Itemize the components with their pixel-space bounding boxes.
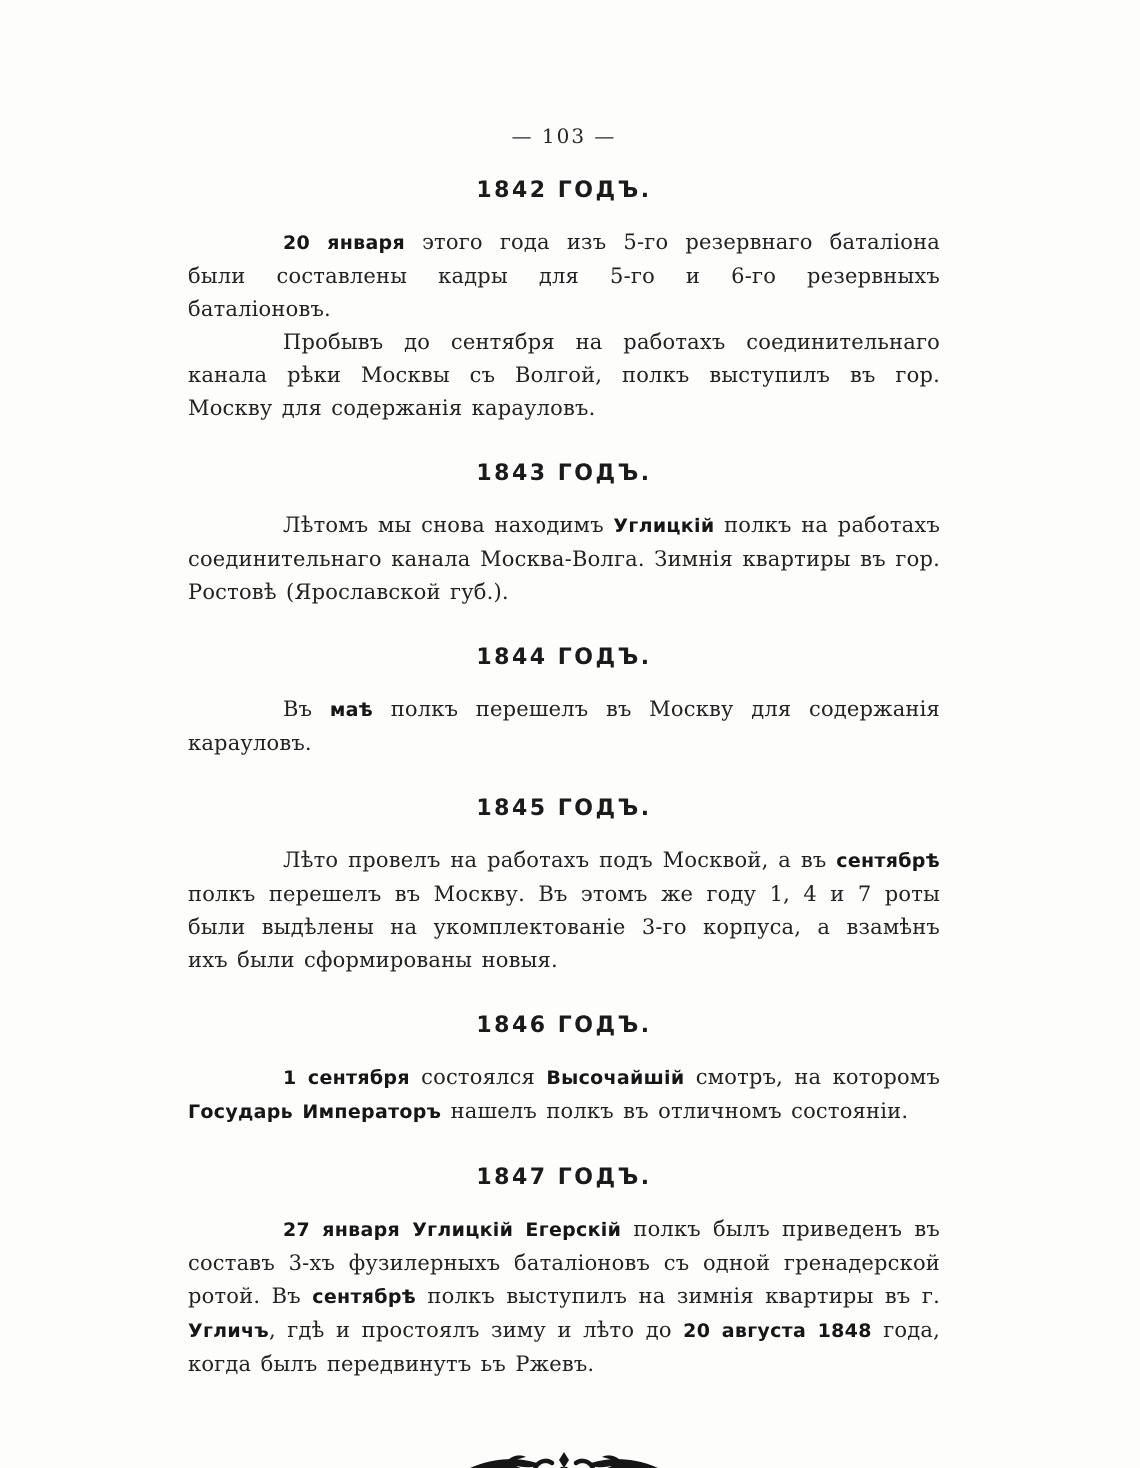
text-run: полкъ перешелъ въ Москву. Въ этомъ же году 1, 4 и 7 роты были выдѣлены на укомплектованіе 3-го корпуса, а взамѣнъ ихъ были сформированы новыя.	[188, 882, 940, 972]
emphasis-text-run: сентябрѣ	[312, 1286, 417, 1308]
floral-flourish-icon	[466, 1449, 662, 1468]
text-run: полкъ на работахъ соединительнаго канала Москва-Волга. Зимнія квартиры въ гор. Ростовѣ (Ярославской губ.).	[188, 513, 941, 604]
text-run: нашелъ полкъ въ отличномъ состояніи.	[441, 1099, 909, 1123]
text-run: полкъ выступилъ на зимнія квартиры въ г.	[416, 1284, 940, 1308]
divider-ornament	[188, 1449, 940, 1468]
emphasis-text-run: 20 января	[283, 232, 405, 254]
text-run: полкъ былъ приведенъ въ составъ 3-хъ фузилерныхъ баталіоновъ съ одной гренадерской ротой. Въ	[188, 1217, 940, 1308]
year-heading: 1844 ГОДЪ.	[476, 645, 652, 670]
text-run: Пробывъ до сентября на работахъ соединительнаго канала рѣки Москвы съ Волгой, полкъ выступилъ въ гор. Москву для содержанія карауловъ.	[188, 330, 940, 420]
paragraph	[188, 326, 940, 425]
text-run: года, когда былъ передвинутъ ьъ Ржевъ.	[188, 1318, 940, 1376]
text-run: , гдѣ и простоялъ зиму и лѣто до	[268, 1318, 684, 1342]
text-run: Лѣтомъ мы снова находимъ	[283, 513, 614, 537]
text-run: состоялся	[409, 1065, 547, 1089]
emphasis-text-run: 20 августа 1848	[683, 1320, 872, 1342]
paragraph	[188, 226, 940, 326]
page-number-text: — 103 —	[511, 124, 617, 148]
text-run: полкъ перешелъ въ Москву для содержанія карауловъ.	[188, 697, 940, 755]
emphasis-text-run: маѣ	[329, 699, 374, 721]
year-heading: 1847 ГОДЪ.	[476, 1165, 652, 1190]
paragraph	[188, 509, 940, 609]
emphasis-text-run: сентябрѣ	[836, 850, 940, 872]
emphasis-text-run: Угличъ	[188, 1320, 269, 1342]
year-heading: 1845 ГОДЪ.	[476, 796, 652, 821]
text-run: Въ	[283, 697, 330, 721]
page-content	[188, 124, 940, 1468]
year-heading: 1842 ГОДЪ.	[476, 178, 652, 203]
text-run: смотръ, на которомъ	[684, 1065, 941, 1089]
emphasis-text-run: Государь Императоръ	[188, 1101, 442, 1123]
page-number	[188, 124, 940, 148]
paragraph	[188, 693, 940, 760]
sections-container	[188, 178, 940, 1381]
text-run: Лѣто провелъ на работахъ подъ Москвой, а въ	[283, 848, 837, 872]
emphasis-text-run: Высочайшій	[546, 1067, 685, 1089]
emphasis-text-run: Углицкій	[613, 515, 715, 537]
paragraph	[188, 1213, 940, 1381]
year-heading: 1846 ГОДЪ.	[476, 1013, 652, 1038]
year-heading: 1843 ГОДЪ.	[476, 461, 652, 486]
paragraph	[188, 844, 940, 977]
paragraph	[188, 1061, 940, 1129]
emphasis-text-run: 1 сентября	[283, 1067, 410, 1089]
emphasis-text-run: 27 января Углицкій Егерскій	[283, 1219, 622, 1241]
text-run: этого года изъ 5-го резервнаго баталіона были составлены кадры для 5-го и 6-го резервныхъ баталіоновъ.	[188, 230, 940, 321]
